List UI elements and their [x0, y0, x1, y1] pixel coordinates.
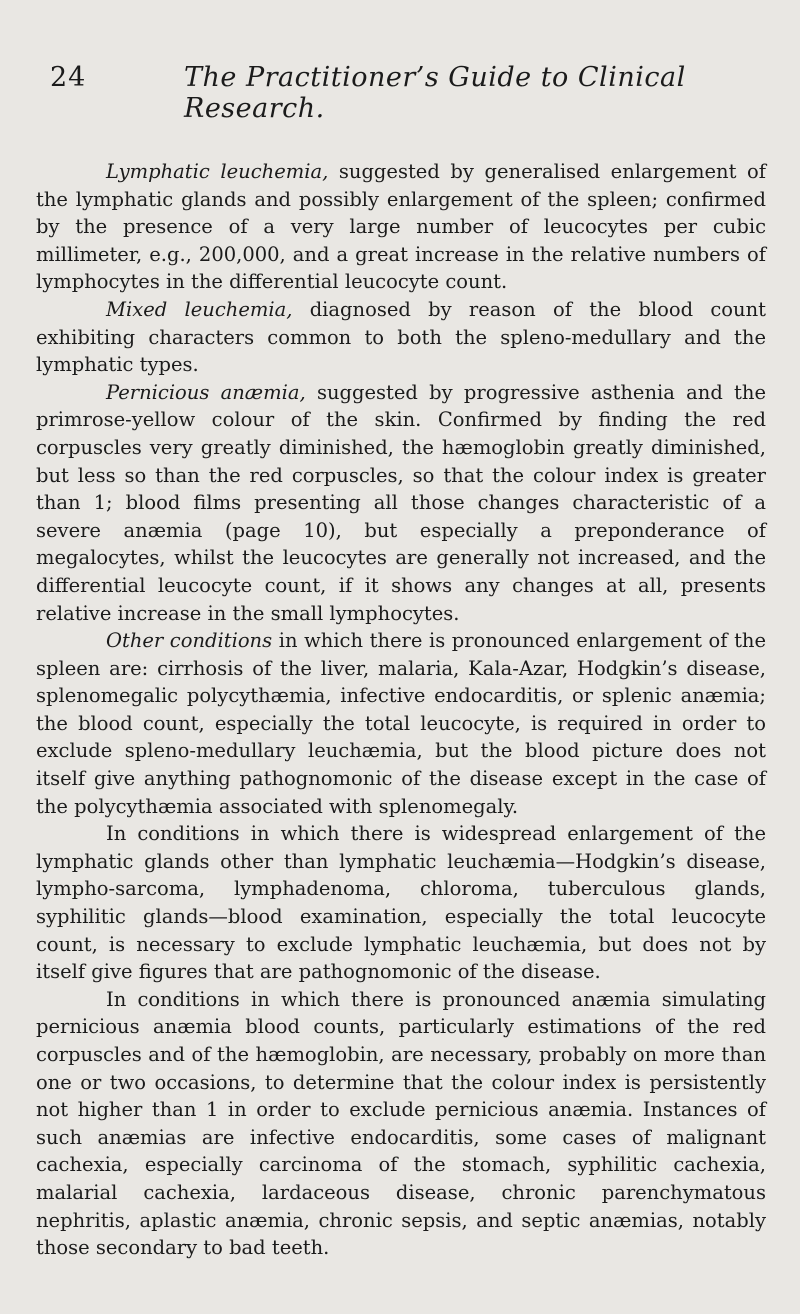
paragraph-pernicious-anaemia [36, 379, 766, 627]
paragraph-anaemia-simulating [36, 986, 766, 1262]
page-number: 24 [50, 62, 87, 93]
running-title: The Practitioner’s Guide to Clinical Research. [184, 62, 686, 124]
paragraph-text: in which there is pronounced enlargement of the spleen are: cirrhosis of the liver, malaria, Kala-Azar, Hodgkin’s disease, splenomegalic polycythæmia, infective endocarditis, or splenic anæmia; the blood count, especially the total leucocyte, is required in order to exclude spleno-medullary leuchæmia, but the blood picture does not itself give anything pathognomonic of the disease except in the case of the polycythæmia associated with splenomegaly. [36, 629, 767, 818]
running-head [36, 62, 766, 124]
paragraph-text: diagnosed by reason of the blood count exhibiting characters common to both the spleno-medullary and the lymphatic types. [36, 297, 766, 377]
body-text [36, 158, 766, 1262]
paragraph-text: In conditions in which there is widespread enlargement of the lymphatic glands other than lymphatic leuchæmia—Hodgkin’s disease, lympho-sarcoma, lymphadenoma, chloroma, tuberculous glands, syphilitic glands—blood examination, especially the total leucocyte count, is necessary to exclude lymphatic leuchæmia, but does not by itself give figures that are pathognomonic of the disease. [36, 822, 766, 984]
paragraph-lymphatic-glands [36, 820, 766, 986]
paragraph-lead: Pernicious anæmia, [106, 380, 306, 404]
paragraph-lead: Lymphatic leuchemia, [106, 160, 329, 183]
paragraph-other-conditions [36, 627, 766, 820]
paragraph-text: In conditions in which there is pronounced anæmia simulating pernicious anæmia blood counts, particularly estimations of the red corpuscles and of the hæmoglobin, are necessary, probably on more than one or two occasions, to determine that the colour index is persistently not higher than 1 in order to exclude pernicious anæmia. Instances of such anæmias are infective endocarditis, some cases of malignant cachexia, especially carcinoma of the stomach, syphilitic cachexia, malarial cachexia, lardaceous disease, chronic parenchymatous nephritis, aplastic anæmia, chronic sepsis, and septic anæmias, notably those secondary to bad teeth. [36, 987, 766, 1260]
paragraph-mixed-leuchemia [36, 296, 766, 379]
paragraph-text: suggested by generalised enlargement of the lymphatic glands and possibly enlargement of the spleen; confirmed by the presence of a very large number of leucocytes per cubic millimeter, e.g., 200,000, and a great increase in the relative numbers of lymphocytes in the differential leucocyte count. [36, 160, 766, 294]
paragraph-lead: Mixed leuchemia, [106, 297, 293, 321]
paragraph-lymphatic-leuchemia [36, 158, 766, 296]
paragraph-lead: Other conditions [106, 629, 273, 653]
paragraph-text: suggested by progressive asthenia and the primrose-yellow colour of the skin. Confirmed by finding the red corpuscles very greatly diminished, the hæmoglobin greatly diminished, but less so than the red corpuscles, so that the colour index is greater than 1; blood films presenting all those changes characteristic of a severe anæmia (page 10), but especially a preponderance of megalocytes, whilst the leucocytes are generally not increased, and the differential leucocyte count, if it shows any changes at all, presents relative increase in the small lymphocytes. [36, 380, 766, 625]
